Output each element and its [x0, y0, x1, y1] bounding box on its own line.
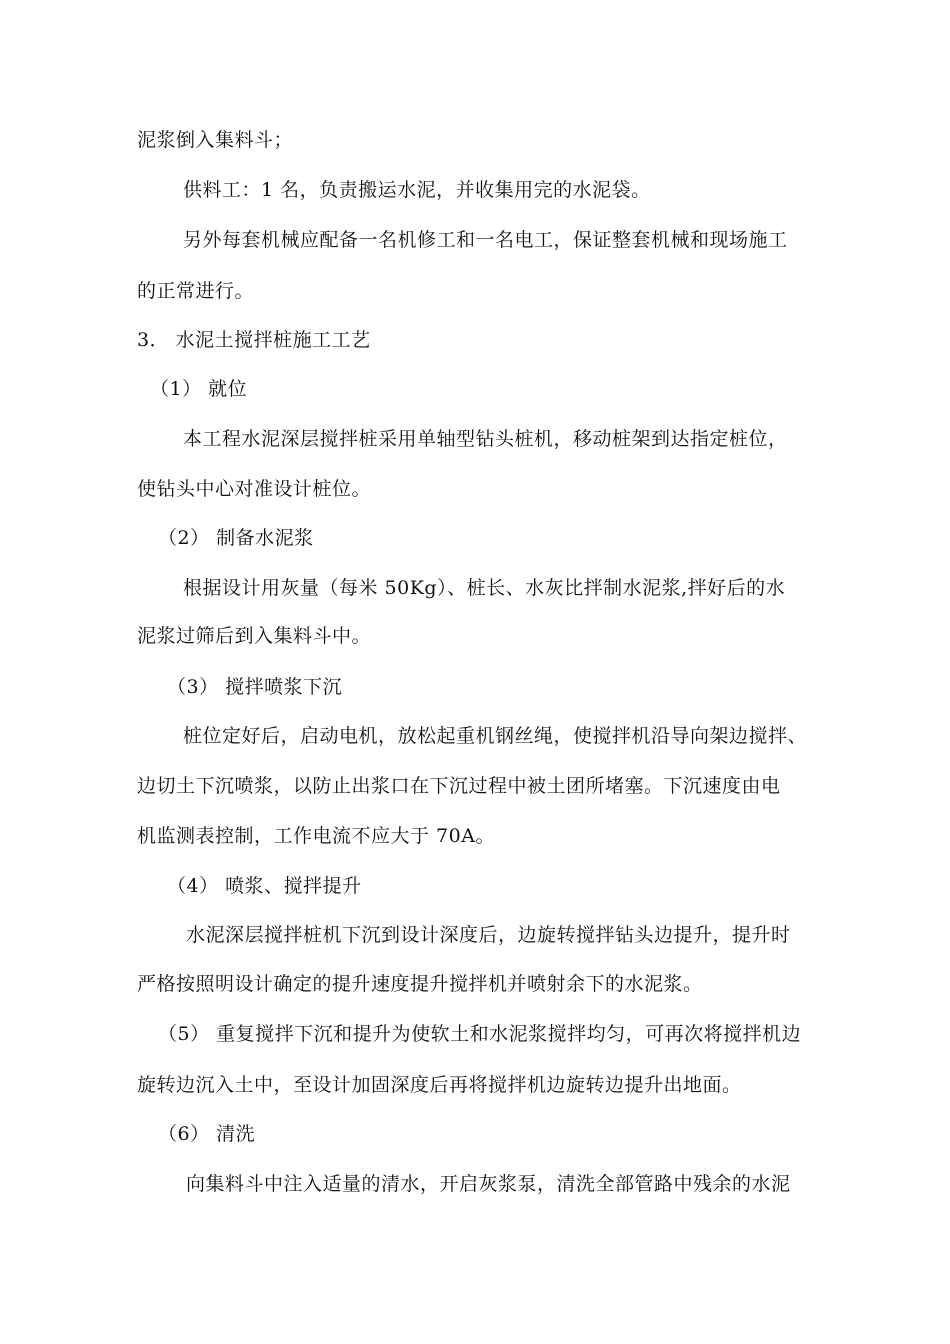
text-line: 机监测表控制，工作电流不应大于 70A。 — [137, 825, 495, 847]
text-line: 另外每套机械应配备一名机修工和一名电工，保证整套机械和现场施工 — [183, 229, 788, 251]
subsection-heading: （4） 喷浆、搅拌提升 — [167, 875, 362, 897]
text-line: 边切土下沉喷浆，以防止出浆口在下沉过程中被土团所堵塞。下沉速度由电 — [137, 775, 781, 797]
subsection-heading: （3） 搅拌喷浆下沉 — [167, 676, 343, 698]
text-line: 根据设计用灰量（每米 50Kg）、桩长、水灰比拌制水泥浆,拌好后的水 — [183, 577, 786, 599]
text-line: 的正常进行。 — [137, 280, 255, 302]
text-line: 使钻头中心对准设计桩位。 — [137, 478, 372, 500]
text-line: 桩位定好后，启动电机，放松起重机钢丝绳，使搅拌机沿导向架边搅拌、 — [183, 725, 808, 747]
text-line: 旋转边沉入土中，至设计加固深度后再将搅拌机边旋转边提升出地面。 — [137, 1074, 742, 1096]
text-line: 本工程水泥深层搅拌桩采用单轴型钻头桩机，移动桩架到达指定桩位， — [183, 428, 788, 450]
subsection-heading: （1） 就位 — [150, 378, 248, 400]
text-line: 泥浆倒入集料斗； — [137, 129, 294, 151]
section-heading: 3． 水泥土搅拌桩施工工艺 — [137, 329, 371, 351]
text-line: 向集料斗中注入适量的清水，开启灰浆泵，清洗全部管路中残余的水泥 — [186, 1173, 791, 1195]
subsection-heading: （2） 制备水泥浆 — [158, 527, 314, 549]
text-line: 水泥深层搅拌桩机下沉到设计深度后，边旋转搅拌钻头边提升，提升时 — [186, 924, 791, 946]
text-line: 严格按照明设计确定的提升速度提升搅拌机并喷射余下的水泥浆。 — [137, 973, 703, 995]
subsection-heading: （5） 重复搅拌下沉和提升为使软土和水泥浆搅拌均匀，可再次将搅拌机边 — [158, 1023, 802, 1045]
text-line: 供料工：1 名，负责搬运水泥，并收集用完的水泥袋。 — [183, 179, 651, 201]
text-line: 泥浆过筛后到入集料斗中。 — [137, 625, 372, 647]
subsection-heading: （6） 清洗 — [158, 1123, 256, 1145]
